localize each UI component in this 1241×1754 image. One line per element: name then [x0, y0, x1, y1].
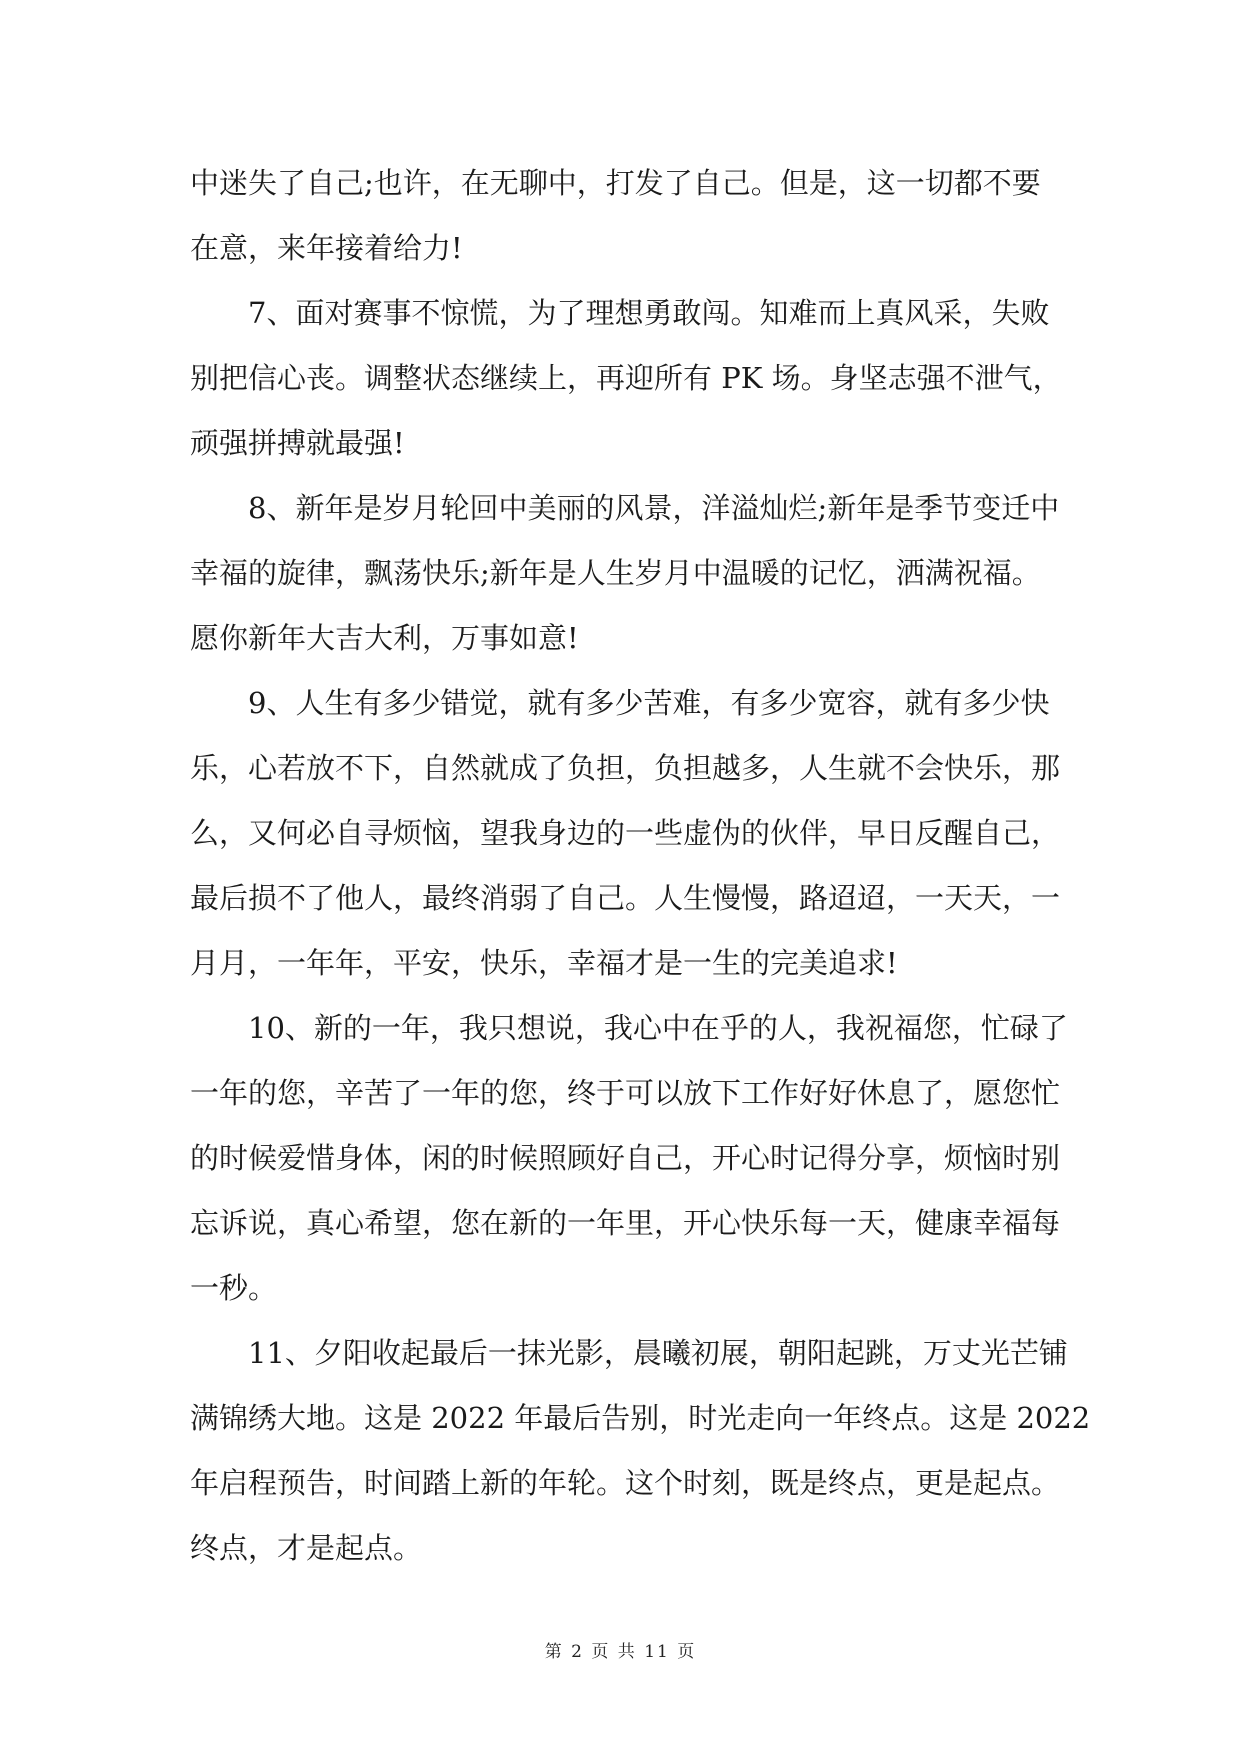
- text-line: 的时候爱惜身体，闲的时候照顾好自己，开心时记得分享，烦恼时别: [190, 1141, 1061, 1175]
- text-line: 终点，才是起点。: [190, 1531, 423, 1565]
- text-line: 愿你新年大吉大利，万事如意!: [190, 621, 579, 655]
- text-line: 乐，心若放不下，自然就成了负担，负担越多，人生就不会快乐，那: [190, 751, 1061, 785]
- text-line: 9、人生有多少错觉，就有多少苦难，有多少宽容，就有多少快: [190, 686, 1050, 720]
- page-number-footer: 第 2 页 共 11 页: [544, 1642, 697, 1662]
- text-line: 月月，一年年，平安，快乐，幸福才是一生的完美追求!: [190, 946, 898, 980]
- text-line: 中迷失了自己;也许，在无聊中，打发了自己。但是，这一切都不要: [190, 166, 1041, 200]
- text-line: 年启程预告，时间踏上新的年轮。这个时刻，既是终点，更是起点。: [190, 1466, 1061, 1500]
- text-line: 8、新年是岁月轮回中美丽的风景，洋溢灿烂;新年是季节变迁中: [190, 491, 1060, 525]
- text-line: 别把信心丧。调整状态继续上，再迎所有 PK 场。身坚志强不泄气，: [190, 361, 1062, 395]
- text-line: 满锦绣大地。这是 2022 年最后告别，时光走向一年终点。这是 2022: [190, 1401, 1091, 1435]
- document-body: [190, 151, 1091, 1581]
- text-line: 11、夕阳收起最后一抹光影，晨曦初展，朝阳起跳，万丈光芒铺: [190, 1336, 1068, 1370]
- text-line: 一年的您，辛苦了一年的您，终于可以放下工作好好休息了，愿您忙: [190, 1076, 1061, 1110]
- text-line: 忘诉说，真心希望，您在新的一年里，开心快乐每一天，健康幸福每: [190, 1206, 1061, 1240]
- text-line: 最后损不了他人，最终消弱了自己。人生慢慢，路迢迢，一天天，一: [190, 881, 1061, 915]
- text-line: 在意，来年接着给力!: [190, 231, 463, 265]
- text-line: 一秒。: [190, 1271, 278, 1305]
- text-line: 么，又何必自寻烦恼，望我身边的一些虚伪的伙伴，早日反醒自己，: [190, 816, 1061, 850]
- text-line: 顽强拼搏就最强!: [190, 426, 405, 460]
- text-line: 幸福的旋律，飘荡快乐;新年是人生岁月中温暖的记忆，洒满祝福。: [190, 556, 1041, 590]
- text-line: 10、新的一年，我只想说，我心中在乎的人，我祝福您，忙碌了: [190, 1011, 1068, 1045]
- text-line: 7、面对赛事不惊慌，为了理想勇敢闯。知难而上真风采，失败: [190, 296, 1050, 330]
